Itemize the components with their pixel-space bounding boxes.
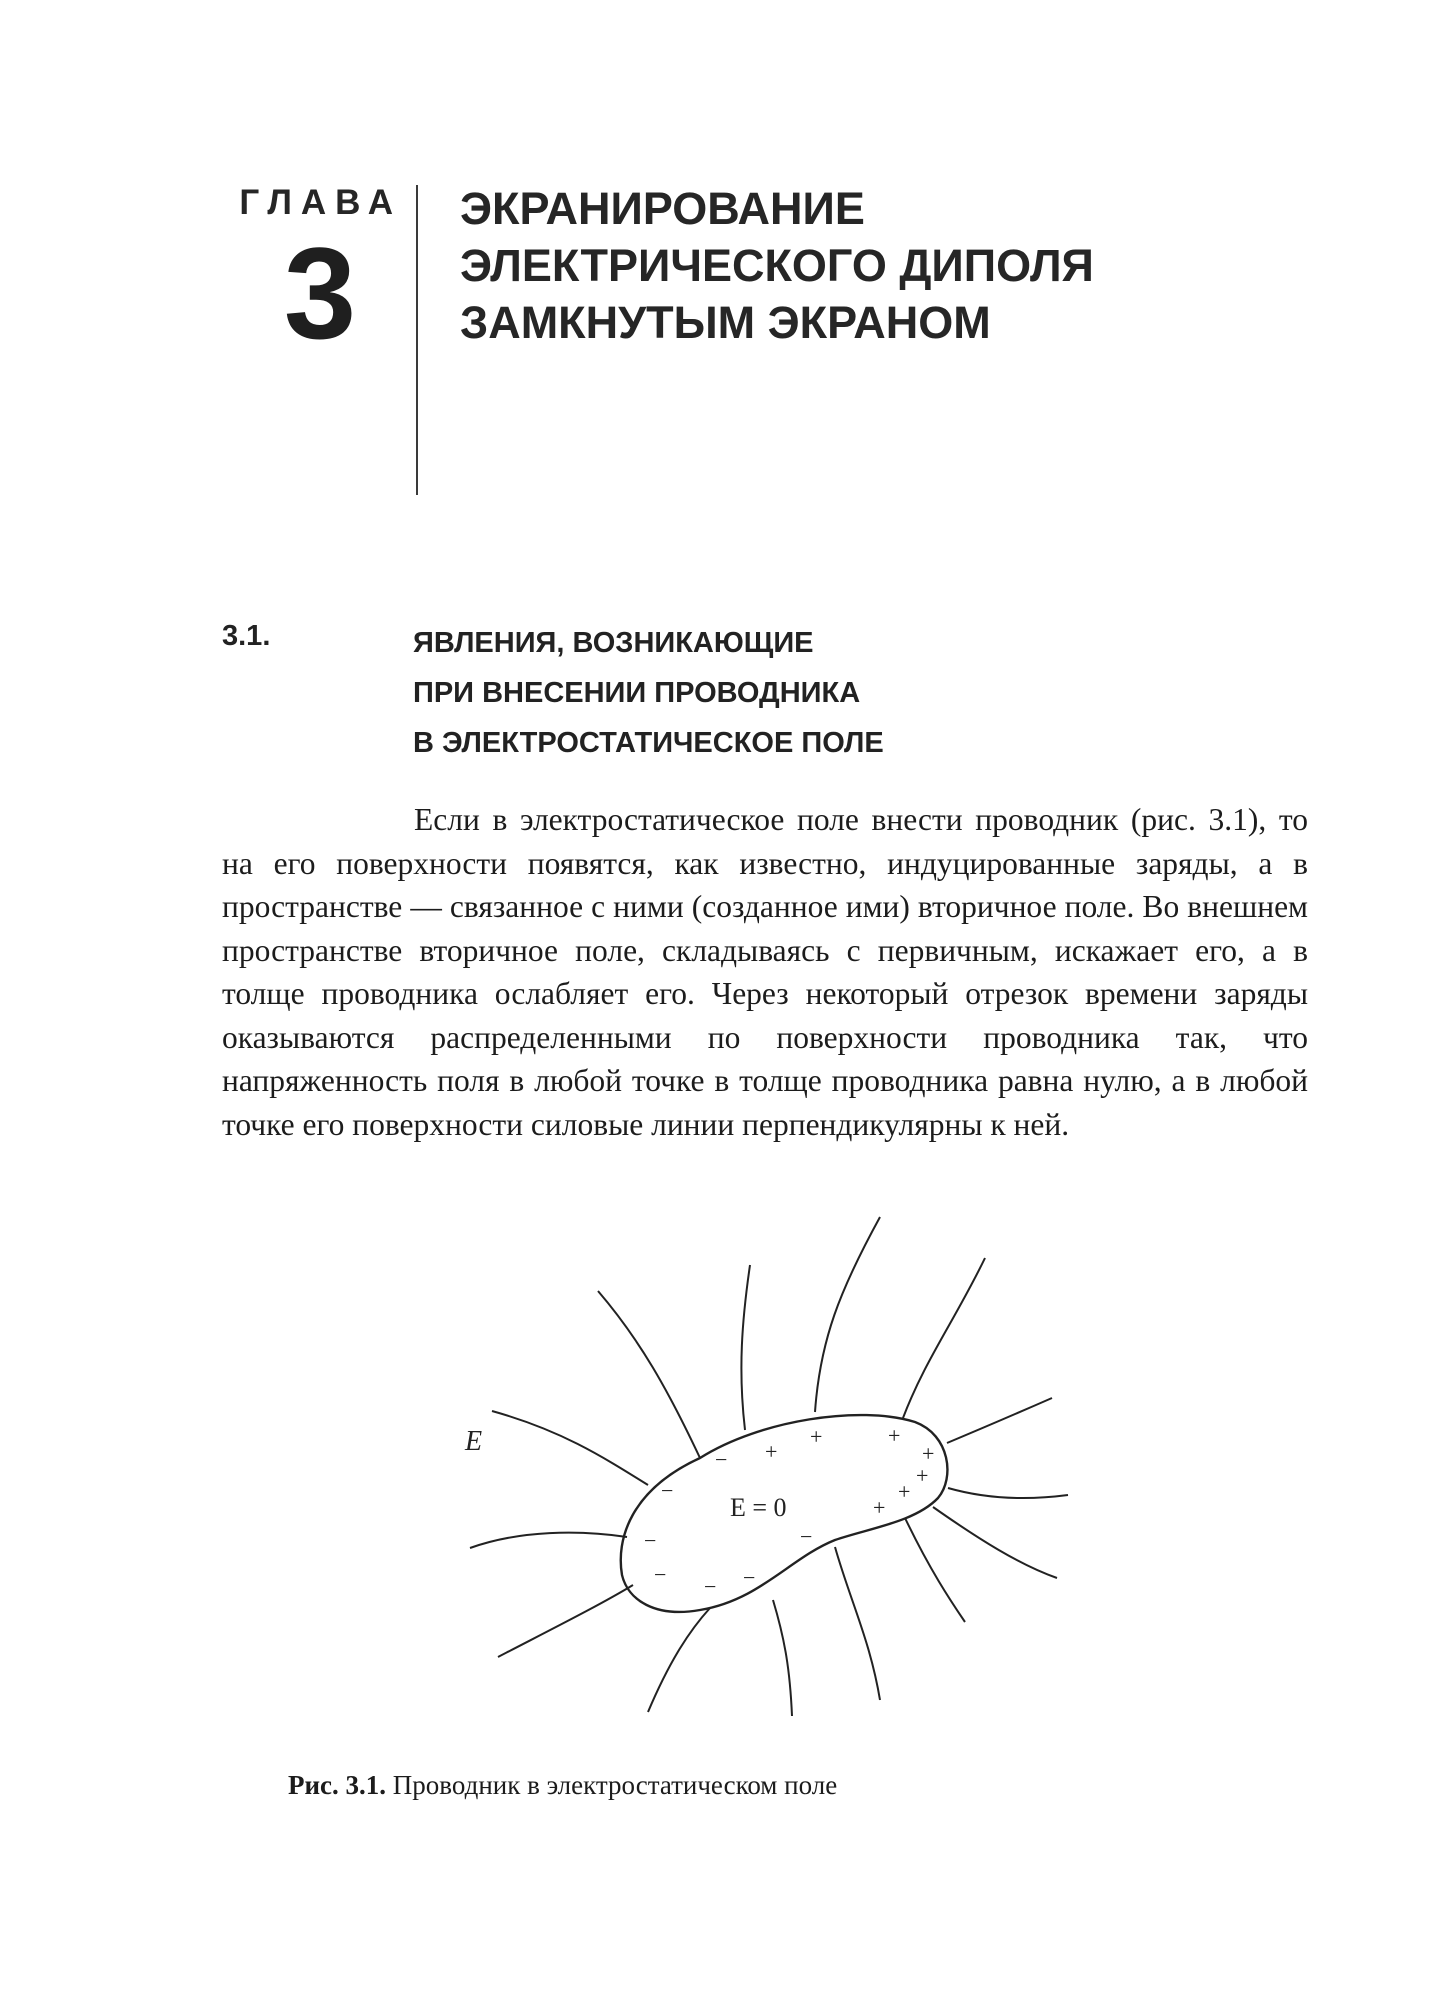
negative-charges	[644, 1447, 812, 1599]
body-paragraph: Если в электростатическое поле внести проводник (рис. 3.1), то на его поверхности появятся, как известно, индуцированные заряды, а в пространстве — связанное с ними (созданное ими) вторичное поле. Во внешнем пространстве вторичное поле, складываясь с первичным, искажает его, а в толще проводника ослабляет его. Через некоторый отрезок времени заряды оказываются распределенными по поверхности проводника так, что напряженность поля в любой точке в толще проводника равна нулю, а в любой точке его поверхности силовые линии перпендикулярны к ней.	[222, 802, 1308, 1142]
positive-charge: +	[922, 1441, 935, 1466]
section-title-line: ПРИ ВНЕСЕНИИ ПРОВОДНИКА	[413, 677, 861, 709]
figure-caption	[288, 1770, 837, 1801]
section-title-line: В ЭЛЕКТРОСТАТИЧЕСКОЕ ПОЛЕ	[413, 727, 884, 759]
caption-text: Проводник в электростатическом поле	[386, 1770, 838, 1800]
chapter-number: 3	[283, 220, 357, 366]
positive-charge: +	[898, 1479, 911, 1504]
field-line	[933, 1507, 1057, 1578]
field-line	[598, 1291, 700, 1458]
field-line	[905, 1518, 965, 1622]
negative-charge: −	[644, 1528, 657, 1553]
field-line	[948, 1488, 1068, 1498]
inside-field-label: E = 0	[730, 1493, 787, 1522]
chapter-title-line: ЭЛЕКТРИЧЕСКОГО ДИПОЛЯ	[460, 240, 1094, 291]
field-line	[498, 1585, 633, 1657]
section-title	[413, 618, 1113, 768]
section-title-line: ЯВЛЕНИЯ, ВОЗНИКАЮЩИЕ	[413, 627, 814, 659]
field-line	[773, 1600, 792, 1716]
field-lines-incoming	[470, 1291, 880, 1716]
chapter-title	[460, 180, 1360, 351]
positive-charge: +	[765, 1439, 778, 1464]
negative-charge: −	[800, 1524, 813, 1549]
positive-charge: +	[810, 1424, 823, 1449]
negative-charge: −	[743, 1565, 756, 1590]
field-line	[492, 1411, 648, 1485]
field-line	[470, 1533, 627, 1548]
field-line	[815, 1217, 880, 1412]
chapter-divider	[416, 185, 418, 495]
positive-charge: +	[873, 1495, 886, 1520]
section-number: 3.1.	[222, 620, 271, 652]
negative-charge: −	[654, 1562, 667, 1587]
field-line	[835, 1547, 880, 1700]
field-line	[903, 1258, 985, 1418]
chapter-title-line: ЭКРАНИРОВАНИЕ	[460, 183, 865, 234]
field-line	[741, 1265, 750, 1430]
chapter-label: ГЛАВА	[239, 183, 402, 222]
negative-charge: −	[661, 1478, 674, 1503]
chapter-title-line: ЗАМКНУТЫМ ЭКРАНОМ	[460, 297, 991, 348]
conductor-field-figure	[440, 1200, 1080, 1740]
negative-charge: −	[704, 1574, 717, 1599]
positive-charges	[765, 1423, 934, 1520]
caption-number: Рис. 3.1.	[288, 1770, 387, 1800]
negative-charge: −	[715, 1447, 728, 1472]
positive-charge: +	[888, 1423, 901, 1448]
field-line	[947, 1398, 1052, 1443]
field-label: E	[465, 1426, 483, 1457]
field-line	[648, 1608, 710, 1712]
positive-charge: +	[916, 1463, 929, 1488]
